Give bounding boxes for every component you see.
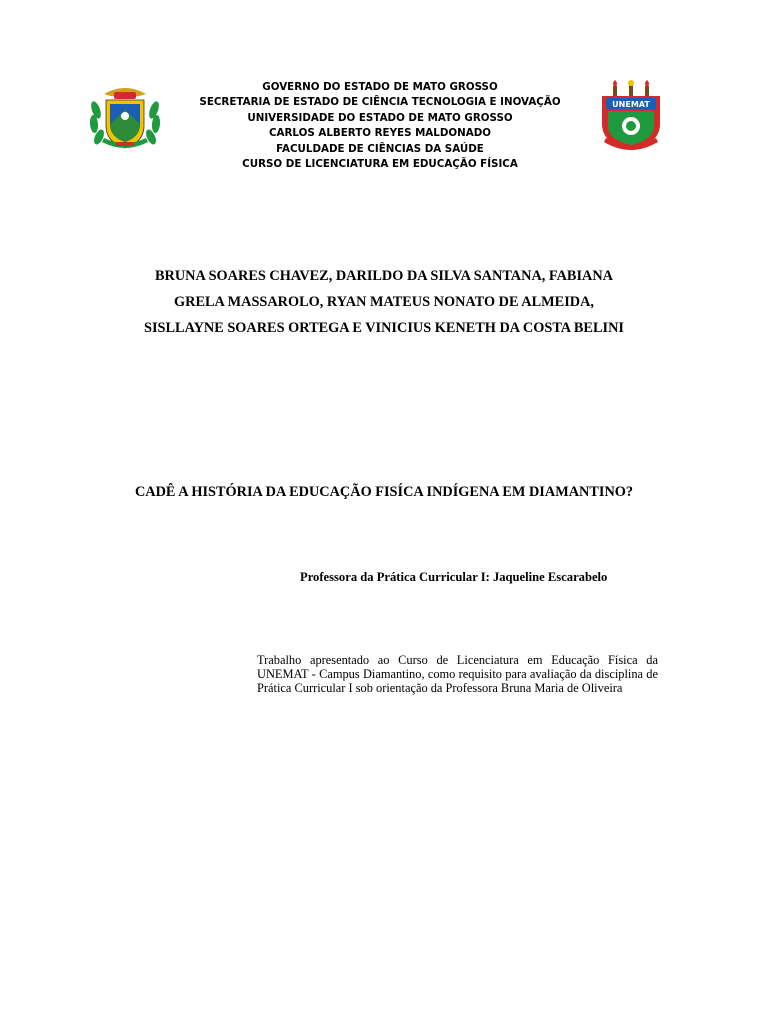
header-line-secretariat: SECRETARIA DE ESTADO DE CIÊNCIA TECNOLOGIA E INOVAÇÃO [199, 96, 561, 109]
header-line-course: CURSO DE LICENCIATURA EM EDUCAÇÃO FÍSICA [242, 158, 518, 171]
document-title: CADÊ A HISTÓRIA DA EDUCAÇÃO FISÍCA INDÍGENA EM DIAMANTINO? [134, 484, 634, 500]
unemat-seal-icon [594, 80, 668, 156]
header-line-campus: CARLOS ALBERTO REYES MALDONADO [268, 127, 492, 140]
authors-line: BRUNA SOARES CHAVEZ, DARILDO DA SILVA SANTANA, FABIANA [154, 268, 613, 284]
authors-block [40, 263, 728, 341]
authors-line: SISLLAYNE SOARES ORTEGA E VINICIUS KENETH DA COSTA BELINI [144, 320, 624, 336]
mato-grosso-coat-of-arms-icon [86, 80, 164, 154]
header-line-faculty: FACULDADE DE CIÊNCIAS DA SAÚDE [276, 142, 484, 155]
institution-header [160, 80, 600, 172]
unemat-seal-text: UNEMAT [612, 100, 650, 109]
work-description: Trabalho apresentado ao Curso de Licenciatura em Educação Física da UNEMAT - Campus Diamantino, como requisito para avaliação da disciplina de Prática Curricular I sob orientação da Professora Bruna Maria de Oliveira [257, 653, 658, 696]
header-line-university: UNIVERSIDADE DO ESTADO DE MATO GROSSO [247, 111, 513, 124]
authors-line: GRELA MASSAROLO, RYAN MATEUS NONATO DE ALMEIDA, [174, 294, 594, 310]
header-line-government: GOVERNO DO ESTADO DE MATO GROSSO [262, 81, 498, 93]
professor-line: Professora da Prática Curricular I: Jaqueline Escarabelo [300, 570, 608, 584]
